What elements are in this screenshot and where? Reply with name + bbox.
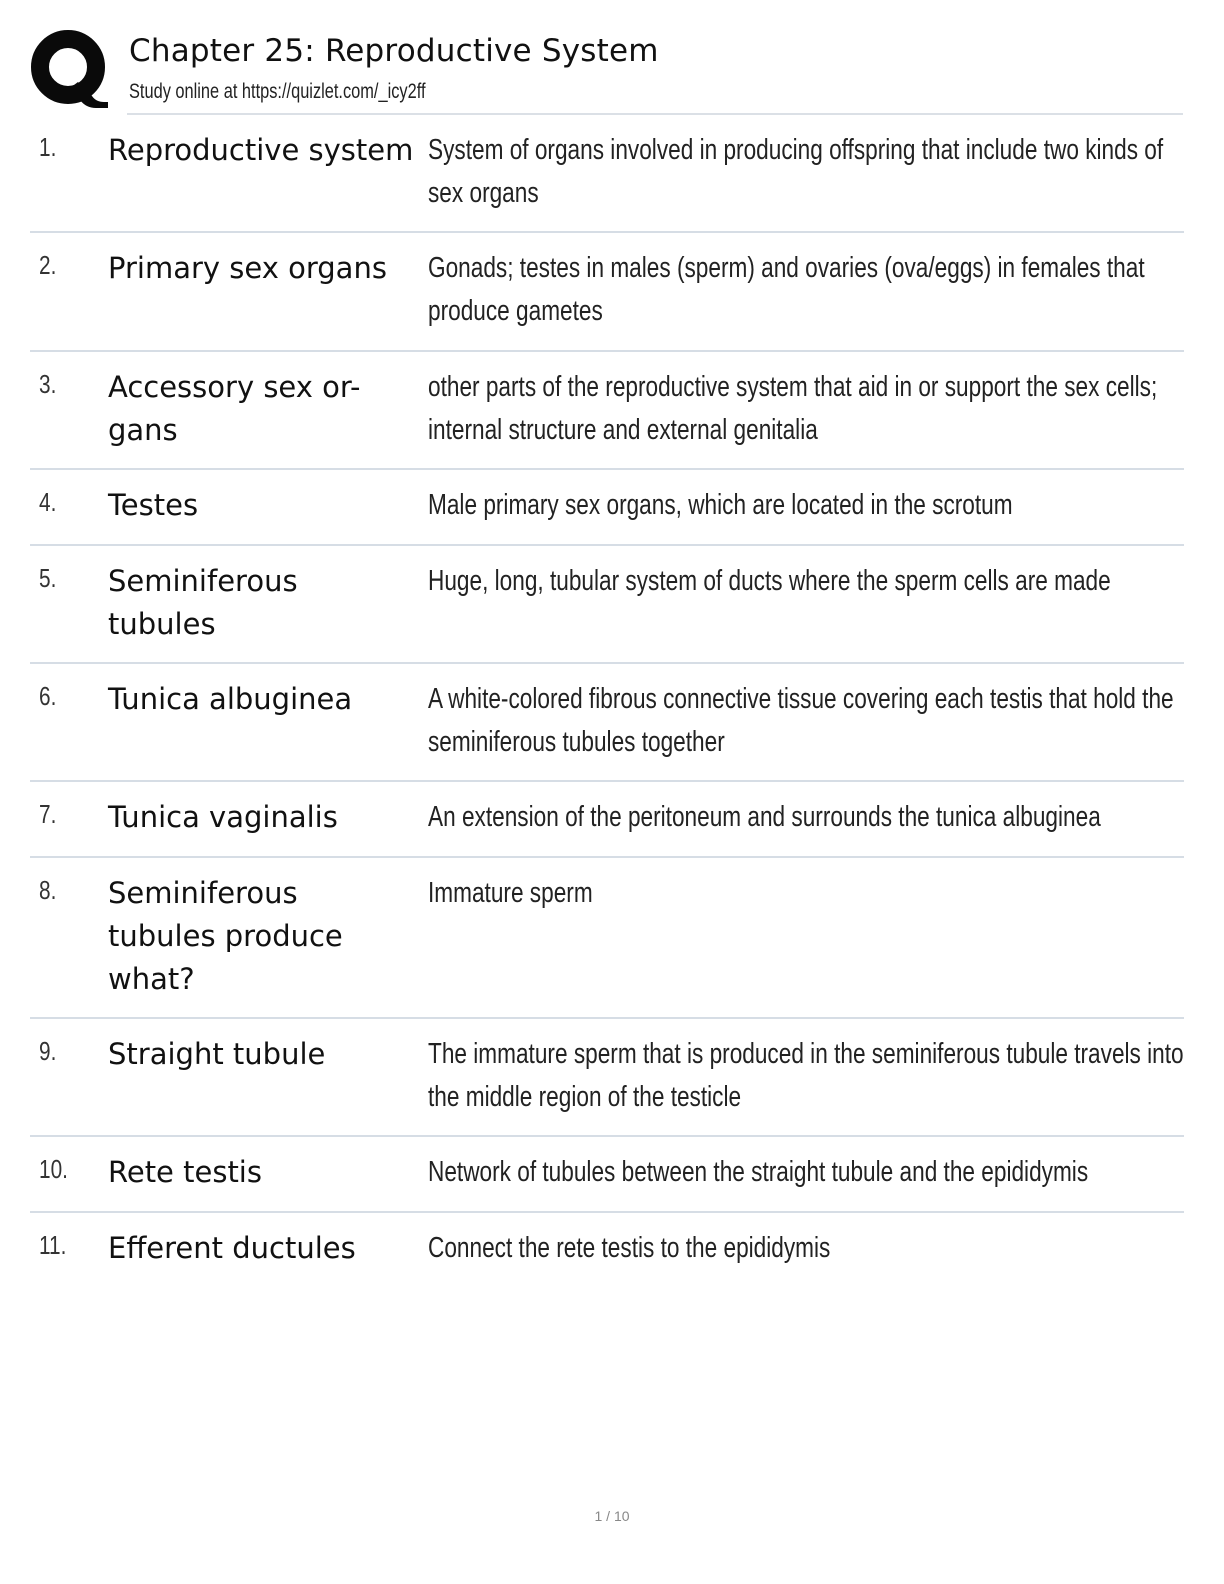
term-definition: Network of tubules between the straight tubule and the epididymis [428,1156,1089,1188]
term-definition: System of organs involved in producing offspring that include two kinds of sex organs [428,134,1164,209]
term-definition: Immature sperm [428,877,593,909]
term-row [30,352,1184,470]
term-name: Reproductive system [108,133,414,167]
term-name: Seminiferous tubules [108,564,298,641]
study-online-link[interactable]: Study online at https://quizlet.com/_icy2ff [129,80,426,103]
term-number: 6. [39,681,57,711]
term-row [30,1137,1184,1213]
term-name: Primary sex organs [108,251,387,285]
term-name: Accessory sex or- gans [108,370,361,447]
term-name: Tunica vaginalis [108,800,338,834]
term-definition: Huge, long, tubular system of ducts where the sperm cells are made [428,565,1111,597]
term-name: Efferent ductules [108,1231,356,1265]
term-definition: A white-colored fibrous connective tissue covering each testis that hold the seminiferous tubules together [428,683,1174,758]
term-definition: Male primary sex organs, which are located in the scrotum [428,489,1013,521]
term-name: Straight tubule [108,1037,326,1071]
term-name: Seminiferous tubules produce what? [108,876,343,996]
term-row [30,470,1184,546]
term-number: 7. [39,799,57,829]
term-row [30,1019,1184,1137]
term-number: 8. [39,875,57,905]
term-row [30,782,1184,858]
term-definition: other parts of the reproductive system that aid in or support the sex cells; internal structure and external genitalia [428,371,1158,446]
page-number: 1 / 10 [594,1508,630,1524]
term-name: Tunica albuginea [108,682,353,716]
term-number: 9. [39,1036,57,1066]
term-definition: Gonads; testes in males (sperm) and ovaries (ova/eggs) in females that produce gametes [428,252,1145,327]
term-row [30,858,1184,1019]
term-number: 4. [39,487,57,517]
term-number: 11. [39,1230,67,1260]
page-header [30,30,1190,110]
term-row [30,664,1184,782]
term-number: 3. [39,369,57,399]
term-number: 5. [39,563,57,593]
term-definition: Connect the rete testis to the epididymis [428,1232,831,1264]
term-number: 1. [39,132,57,162]
term-number: 10. [39,1154,68,1184]
term-row [30,115,1184,233]
term-name: Rete testis [108,1155,262,1189]
term-row [30,233,1184,352]
term-definition: The immature sperm that is produced in the seminiferous tubule travels into the middle region of the testicle [428,1038,1184,1113]
term-row [30,546,1184,664]
term-name: Testes [108,488,199,522]
term-row [30,1213,1184,1287]
quizlet-logo-icon [30,30,110,110]
term-definition: An extension of the peritoneum and surrounds the tunica albuginea [428,801,1101,833]
page-title: Chapter 25: Reproductive System [129,33,659,69]
term-number: 2. [39,250,57,280]
term-list [30,115,1184,1287]
